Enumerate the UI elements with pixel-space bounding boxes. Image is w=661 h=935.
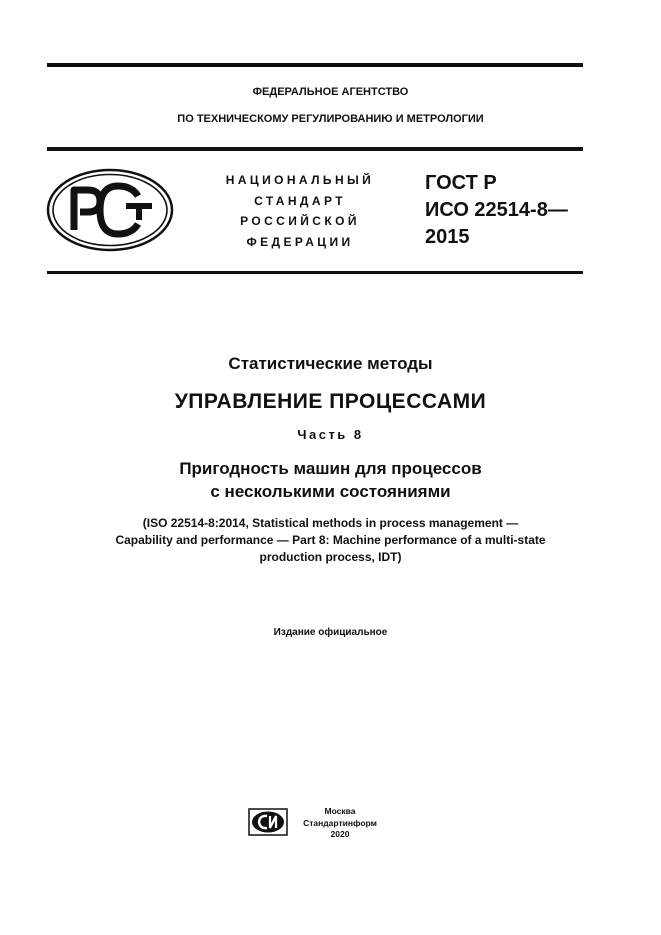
designation-line: ИСО 22514-8—: [425, 199, 568, 221]
national-line: СТАНДАРТ: [254, 193, 346, 208]
subtitle-line: с несколькими состояниями: [210, 482, 451, 501]
iso-reference-line: Capability and performance — Part 8: Machine performance of a multi-state: [115, 533, 546, 547]
series-title: Статистические методы: [228, 354, 433, 373]
agency-line-2: ПО ТЕХНИЧЕСКОМУ РЕГУЛИРОВАНИЮ И МЕТРОЛОГИИ: [177, 113, 484, 125]
standartinform-logo-icon: [248, 808, 288, 836]
top-divider: [47, 63, 583, 67]
national-line: ФЕДЕРАЦИИ: [246, 234, 354, 249]
subtitle: [0, 457, 661, 503]
rst-emblem-icon: [46, 168, 174, 252]
national-line: РОССИЙСКОЙ: [240, 214, 360, 228]
part-label: Часть 8: [297, 427, 364, 442]
title-block-divider: [47, 271, 583, 274]
iso-reference: [0, 515, 661, 566]
agency-line-1: ФЕДЕРАЛЬНОЕ АГЕНТСТВО: [252, 86, 409, 98]
subtitle-line: Пригодность машин для процессов: [179, 459, 482, 478]
publisher-year: 2020: [330, 829, 350, 839]
publisher-city: Москва: [324, 806, 356, 816]
main-title: УПРАВЛЕНИЕ ПРОЦЕССАМИ: [174, 390, 487, 413]
publisher-name: Стандартинформ: [303, 817, 377, 828]
iso-reference-line: (ISO 22514-8:2014, Statistical methods in process management —: [142, 516, 519, 530]
national-standard-label: [205, 170, 395, 252]
designation-line: ГОСТ Р: [425, 172, 497, 194]
designation-line: 2015: [425, 226, 470, 248]
national-line: НАЦИОНАЛЬНЫЙ: [225, 173, 375, 187]
header-divider: [47, 147, 583, 151]
edition-label: Издание официальное: [273, 627, 388, 638]
iso-reference-line: production process, IDT): [259, 550, 402, 564]
publisher-info: [294, 806, 386, 841]
standard-designation: [425, 170, 568, 251]
